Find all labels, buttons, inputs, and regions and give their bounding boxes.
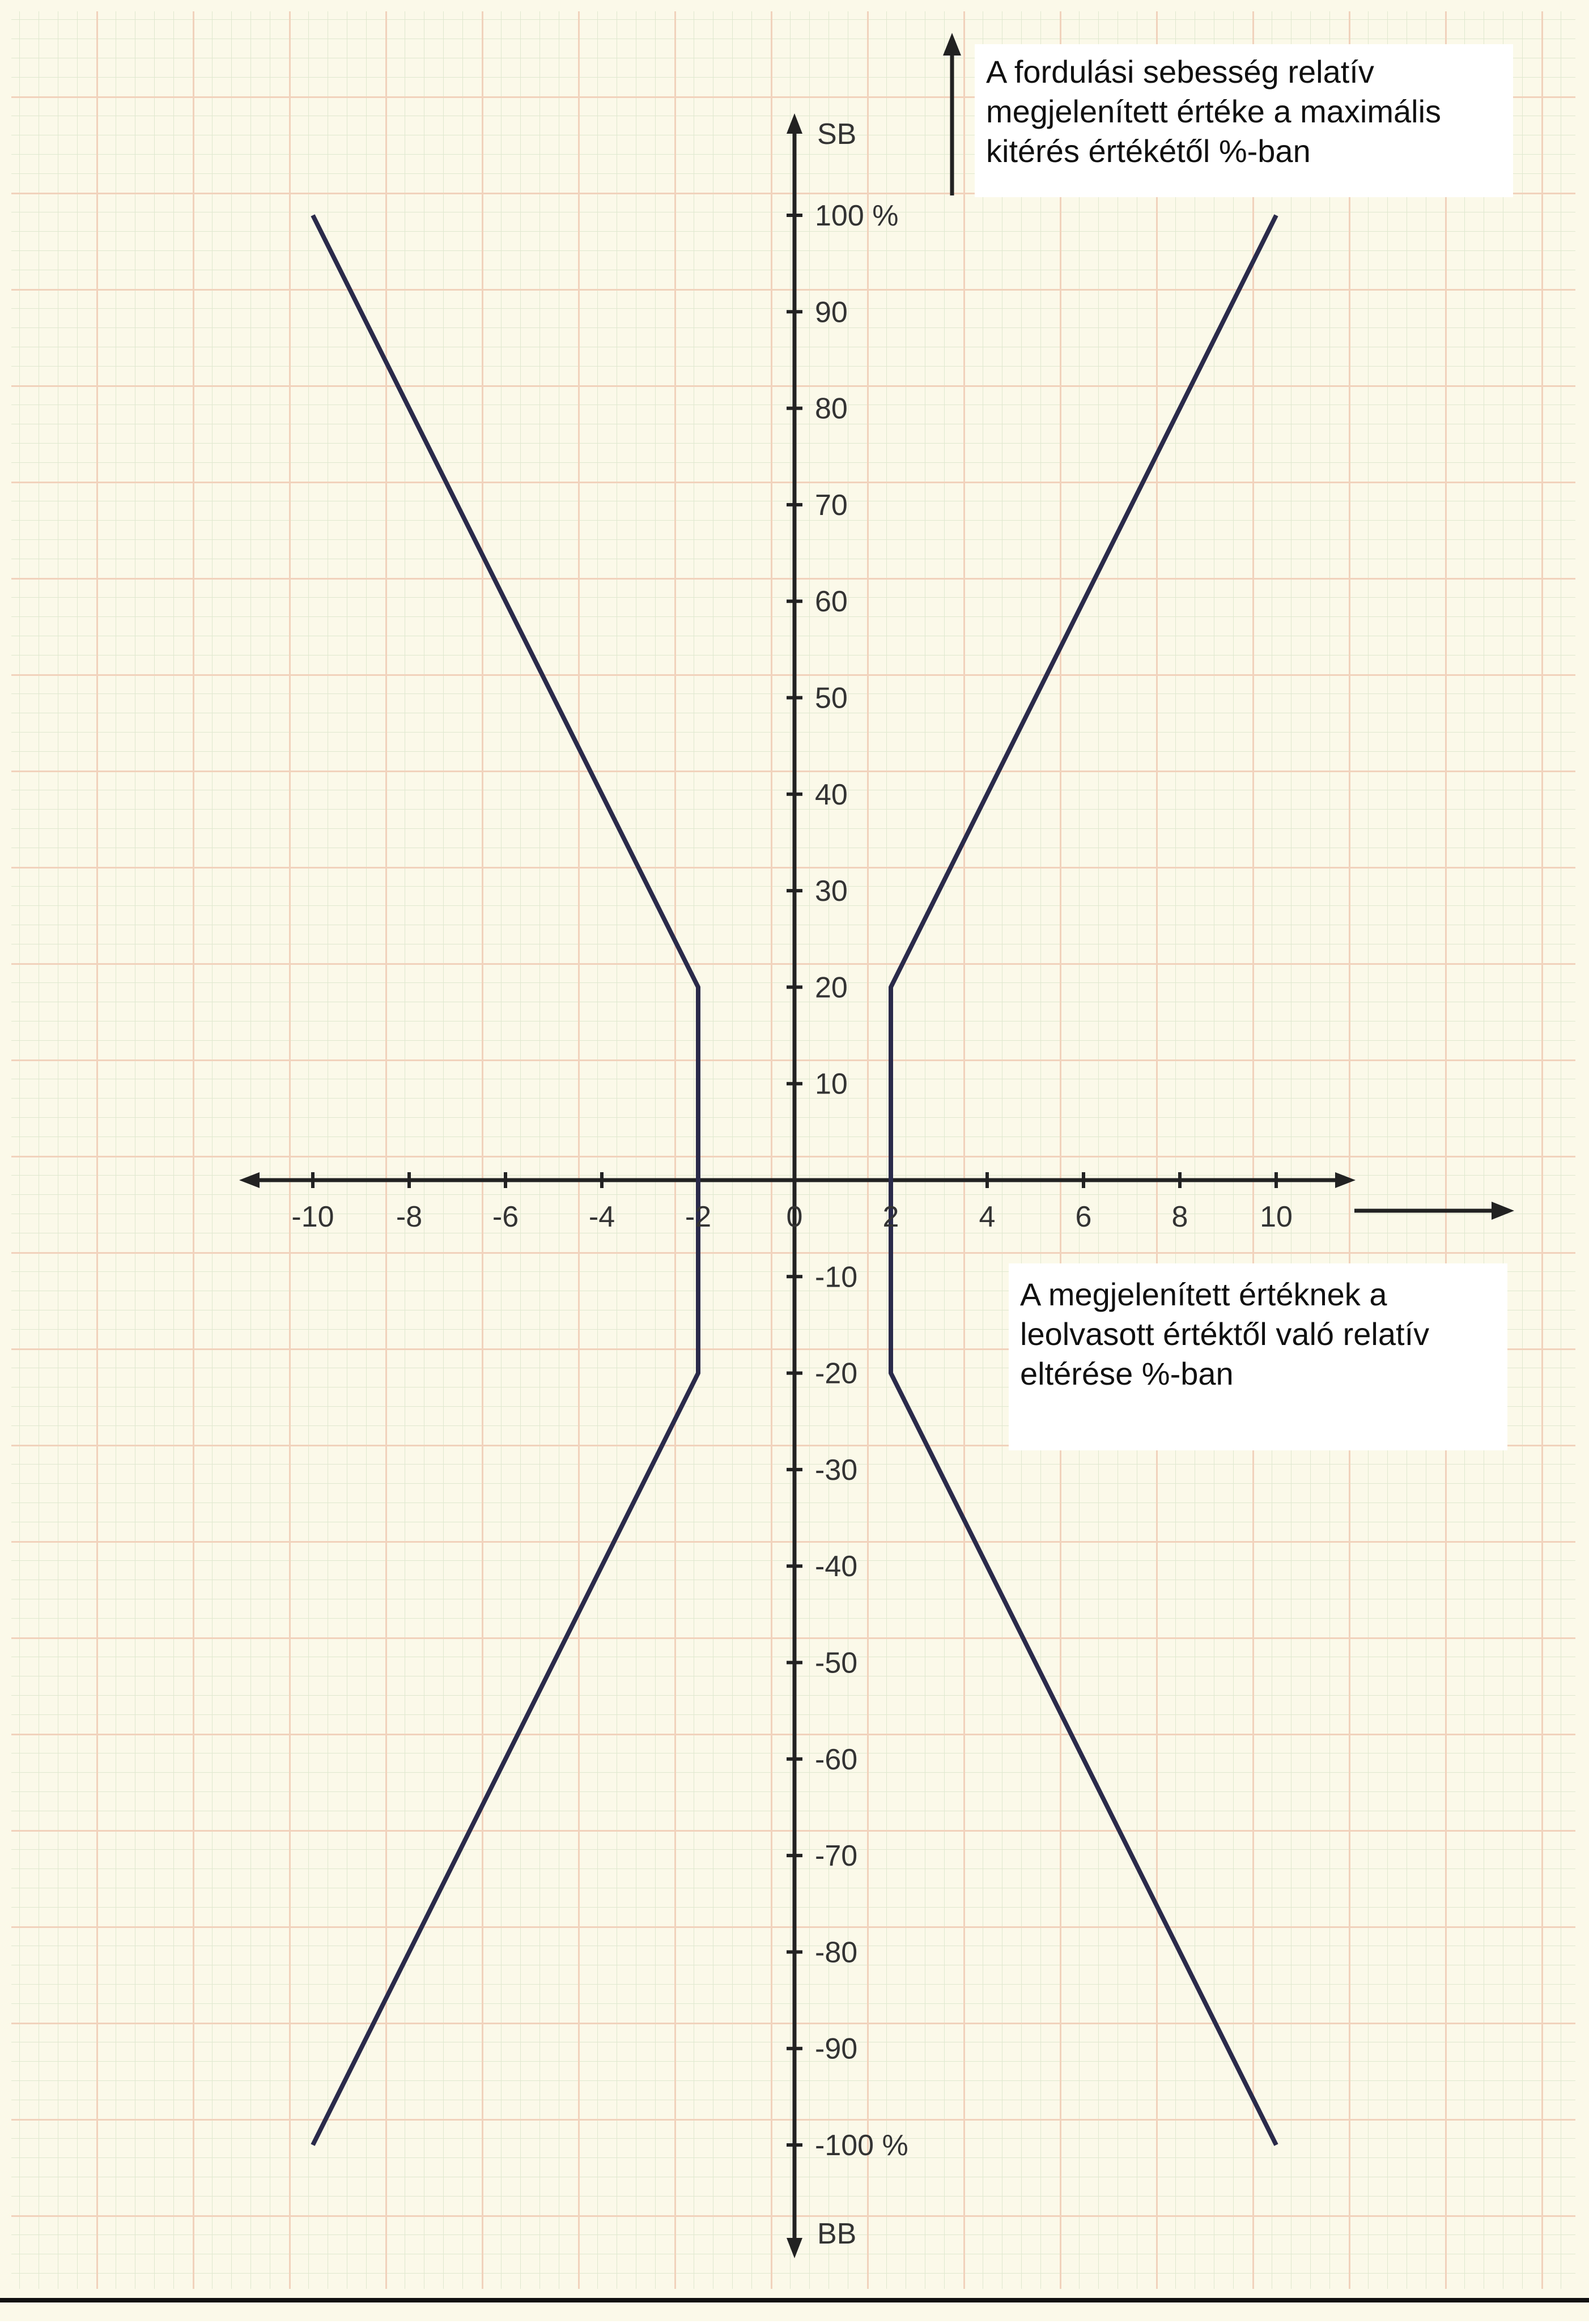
y-tick-label: -20 [815, 1357, 858, 1390]
y-tick-label: 70 [815, 488, 848, 522]
y-axis-label-top: SB [817, 118, 857, 151]
y-tick-label: -50 [815, 1646, 858, 1680]
annotation-bottom [1009, 1263, 1507, 1450]
x-tick-label: 0 [786, 1201, 803, 1233]
annotation-bottom-line-2: leolvasott értéktől való relatív [1020, 1316, 1430, 1352]
x-tick-label: -2 [685, 1201, 712, 1233]
y-tick-label: 20 [815, 971, 848, 1004]
y-tick-label: -80 [815, 1936, 858, 1969]
y-tick-label: -30 [815, 1453, 858, 1487]
annotation-bottom-line-1: A megjelenített értéknek a [1020, 1276, 1387, 1312]
y-tick-label: -70 [815, 1840, 858, 1873]
x-tick-label: 8 [1171, 1201, 1188, 1233]
x-tick-label: 10 [1260, 1201, 1293, 1233]
x-tick-label: 6 [1075, 1201, 1092, 1233]
annotation-top-line-1: A fordulási sebesség relatív [986, 54, 1374, 90]
y-tick-label: -40 [815, 1550, 858, 1584]
y-axis-label-bottom: BB [817, 2217, 857, 2250]
y-tick-label: 60 [815, 585, 848, 619]
y-tick-label: 80 [815, 392, 848, 425]
y-tick-label: 90 [815, 296, 848, 329]
x-tick-label: 4 [979, 1201, 996, 1233]
x-tick-label: -6 [492, 1201, 519, 1233]
x-tick-label: -10 [291, 1201, 334, 1233]
x-tick-label: 2 [882, 1201, 899, 1233]
y-tick-label: 50 [815, 682, 848, 715]
annotation-top-line-3: kitérés értékétől %-ban [986, 133, 1311, 169]
y-tick-label: 100 % [815, 199, 899, 232]
y-tick-label: 10 [815, 1067, 848, 1101]
x-tick-label: -4 [588, 1201, 615, 1233]
annotation-top [975, 44, 1513, 197]
y-tick-label: 40 [815, 778, 848, 811]
annotation-bottom-line-3: eltérése %-ban [1020, 1356, 1234, 1391]
y-tick-label: -100 % [815, 2129, 908, 2162]
y-tick-label: 30 [815, 875, 848, 908]
x-tick-label: -8 [396, 1201, 423, 1233]
y-tick-label: -90 [815, 2032, 858, 2066]
annotation-top-line-2: megjelenített értéke a maximális [986, 93, 1442, 129]
y-tick-label: -10 [815, 1261, 858, 1294]
y-tick-label: -60 [815, 1743, 858, 1776]
